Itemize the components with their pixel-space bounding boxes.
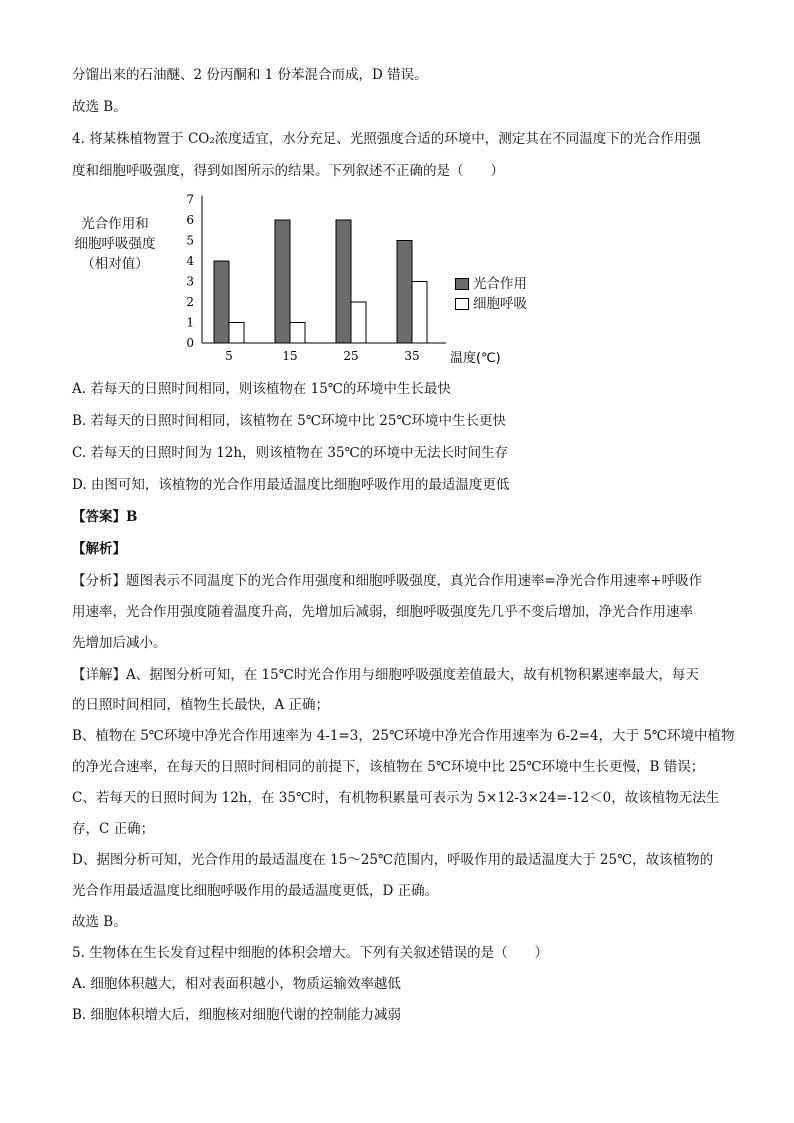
analysis-line: 先增加后减小。 bbox=[72, 635, 167, 651]
option-b: B. 若每天的日照时间相同，该植物在 5℃环境中比 25℃环境中生长更快 bbox=[72, 413, 507, 429]
y-tick-label: 7 bbox=[186, 192, 194, 207]
legend-swatch bbox=[455, 278, 469, 290]
legend bbox=[455, 272, 527, 312]
question-5-option-b: B. 细胞体积增大后，细胞核对细胞代谢的控制能力减弱 bbox=[72, 1007, 402, 1023]
detail-line: 光合作用最适温度比细胞呼吸作用的最适温度更低，D 正确。 bbox=[72, 883, 439, 899]
y-axis-label-line: 光合作用和 bbox=[81, 216, 149, 232]
answer-heading: 【答案】B bbox=[72, 509, 138, 525]
bar-respiration bbox=[412, 282, 427, 344]
analysis-line: 【分析】题图表示不同温度下的光合作用强度和细胞呼吸强度，真光合作用速率=净光合作用速率+呼吸作 bbox=[72, 573, 703, 589]
x-axis-label: 温度(℃) bbox=[450, 351, 501, 366]
legend-item-photosynthesis bbox=[455, 272, 527, 292]
text-line: 故选 B。 bbox=[72, 99, 127, 115]
bar-photosynthesis bbox=[336, 220, 351, 343]
x-tick-label: 35 bbox=[404, 349, 420, 363]
question-5-option-a: A. 细胞体积越大，相对表面积越小，物质运输效率越低 bbox=[72, 976, 401, 992]
question-4-line1: 4. 将某株植物置于 CO₂浓度适宜，水分充足、光照强度合适的环境中，测定其在不同温度下的光合作用强 bbox=[72, 131, 701, 147]
text-line: 分馏出来的石油醚、2 份丙酮和 1 份苯混合而成，D 错误。 bbox=[72, 67, 428, 83]
analysis-heading: 【解析】 bbox=[72, 541, 126, 557]
option-c: C. 若每天的日照时间为 12h，则该植物在 35℃的环境中无法长时间生存 bbox=[72, 445, 509, 461]
detail-line: 【详解】A、据图分析可知，在 15℃时光合作用与细胞呼吸强度差值最大，故有机物积累速率最大，每天 bbox=[72, 667, 699, 683]
bar-photosynthesis bbox=[397, 241, 412, 344]
bar-chart bbox=[60, 190, 580, 379]
y-tick-label: 2 bbox=[186, 295, 194, 309]
legend-item-respiration bbox=[455, 292, 527, 312]
legend-label: 光合作用 bbox=[473, 276, 527, 292]
y-axis-label bbox=[60, 214, 170, 274]
detail-line: 的净光合速率，在每天的日照时间相同的前提下，该植物在 5℃环境中比 25℃环境中生长更慢，B 错误； bbox=[72, 759, 705, 775]
detail-line: B、植物在 5℃环境中净光合作用速率为 4-1=3，25℃环境中净光合作用速率为 6-2=4，大于 5℃环境中植物 bbox=[72, 728, 735, 744]
y-tick-label: 1 bbox=[186, 315, 194, 330]
bar-photosynthesis bbox=[275, 220, 290, 343]
option-d: D. 由图可知，该植物的光合作用最适温度比细胞呼吸作用的最适温度更低 bbox=[72, 477, 510, 493]
x-tick-label: 25 bbox=[343, 349, 359, 363]
y-tick-label: 5 bbox=[186, 233, 194, 248]
y-tick-label: 6 bbox=[186, 213, 194, 227]
y-axis-label-line: 细胞呼吸强度 bbox=[74, 236, 156, 252]
option-a: A. 若每天的日照时间相同，则该植物在 15℃的环境中生长最快 bbox=[72, 381, 451, 397]
question-5: 5. 生物体在生长发育过程中细胞的体积会增大。下列有关叙述错误的是（ ） bbox=[72, 945, 549, 961]
bar-respiration bbox=[290, 323, 305, 344]
analysis-line: 用速率，光合作用强度随着温度升高，先增加后减弱，细胞呼吸强度先几乎不变后增加，净光合作用速率 bbox=[72, 604, 693, 620]
y-axis-label-line: （相对值） bbox=[81, 256, 149, 272]
detail-line: C、若每天的日照时间为 12h，在 35℃时，有机物积累量可表示为 5×12-3×24=-12＜0，故该植物无法生 bbox=[72, 790, 720, 806]
text-line: 故选 B。 bbox=[72, 914, 127, 930]
y-tick-label: 3 bbox=[186, 274, 194, 289]
bar-respiration bbox=[229, 323, 244, 344]
detail-line: D、据图分析可知，光合作用的最适温度在 15～25℃范围内，呼吸作用的最适温度大于 25℃，故该植物的 bbox=[72, 852, 714, 868]
bar-photosynthesis bbox=[214, 261, 229, 343]
question-4-line2: 度和细胞呼吸强度，得到如图所示的结果。下列叙述不正确的是（ ） bbox=[72, 163, 504, 179]
x-tick-label: 5 bbox=[225, 349, 233, 363]
legend-swatch bbox=[455, 298, 469, 310]
y-tick-label: 0 bbox=[186, 336, 194, 350]
bar-respiration bbox=[351, 302, 366, 343]
y-tick-label: 4 bbox=[186, 254, 194, 268]
x-tick-label: 15 bbox=[282, 349, 298, 363]
detail-line: 的日照时间相同，植物生长最快，A 正确； bbox=[72, 697, 330, 713]
detail-line: 存，C 正确； bbox=[72, 821, 155, 837]
legend-label: 细胞呼吸 bbox=[473, 296, 527, 312]
